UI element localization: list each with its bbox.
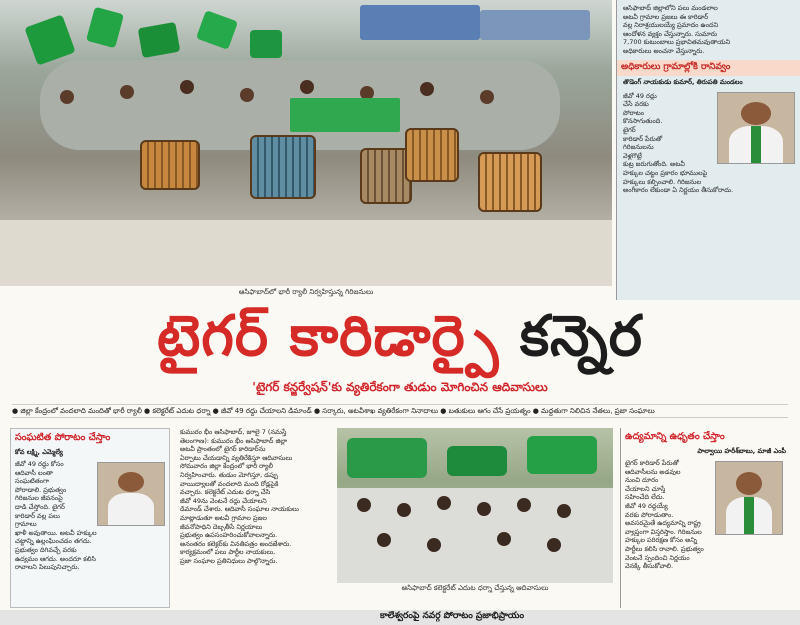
right-body-line: నుంచి దూరం [625,476,659,485]
left-body-line: ఖాళీ అవుతాయి. అటవీ హక్కుల [15,528,97,537]
left-portrait [97,462,165,526]
left-heading: సంఘటిత పోరాటం చేస్తాం [15,432,111,443]
sidebar-body-line: హక్కులు కల్పించాలి. గిరిజనుల [623,177,702,186]
sidebar-body-line: కారిడార్ పేరుతో [623,134,663,143]
main-article-line: అటవీ ప్రాంతంలో టైగర్ కారిడార్‌ను [180,445,266,454]
headline-part1: టైగర్ కారిడార్ [157,303,500,369]
quote-box-left [10,428,170,608]
sidebar-intro-line: 7,700 కుటుంబాలు ప్రభావితమవుతాయని [623,38,731,47]
left-body-line: గ్రామాలు [15,520,37,529]
sidebar-byline: తొడెంగ్ నాయకుడు కుమార్, తిరుపతి మండలం [623,77,743,86]
main-article-line: సోమవారం జిల్లా కేంద్రంలో భారీ ర్యాలీ [180,462,273,471]
sidebar-body-line: కుట్ర జరుగుతోంది. అటవీ [623,160,685,169]
sidebar-article [616,0,800,300]
rally-photo [0,0,612,286]
main-article-line: ఏర్పాటు చేయడాన్ని వ్యతిరేకిస్తూ ఆదివాసులు [180,453,293,462]
main-article-line: కార్యక్రమంలో పలు పార్టీల నాయకులు, [180,548,276,557]
sidebar-intro-line: అటవీ గ్రామాల ప్రజలు ఈ కారిడార్ [623,12,709,21]
main-article-line: జీవనోపాధిని దెబ్బతీసే నిర్ణయాలు [180,522,263,531]
sidebar-body-line: హక్కుల చట్టం ప్రకారం భూములపై [623,168,708,177]
main-article-line: అనంతరం కలెక్టర్‌కు వినతిపత్రం అందజేశారు. [180,539,292,548]
main-article-line: నిర్వహించారు. తుడుం మోగిస్తూ, డప్పు [180,470,278,479]
main-article-line: తెలంగాణ): కుమురం భీం ఆసిఫాబాద్ జిల్లా [180,436,288,445]
sidebar-body-line: గిరిజనులను [623,143,654,152]
left-body-line: ఆదివాసీ లంతా [15,468,54,477]
dharna-photo-caption: ఆసిఫాబాద్ కలెక్టరేట్ ఎదుట ధర్నా చేస్తున్న ఆదివాసులు [401,584,549,592]
sidebar-body-line: జీవో 49 రద్దు [623,91,657,100]
sidebar-body-line: అంగీకారం లేకుండా ఏ నిర్ణయం తీసుకోరాదు. [623,186,734,195]
sidebar-body-line: పోరాటం [623,108,645,117]
headline-part2: పై కన్నెర [499,303,643,369]
main-headline [0,300,800,372]
right-portrait [715,461,783,535]
left-body-line: కారిడార్ వల్ల పలు [15,511,60,520]
sidebar-body-line: టైగర్ [623,125,636,134]
left-body-line: రావాలని పిలుపునిచ్చారు. [15,563,80,572]
left-body-line: సంఘటితంగా [15,477,50,486]
right-body-line: అవసరమైతే ఉద్యమాన్ని రాష్ట్ర [625,519,701,528]
right-body-line: టైగర్ కారిడార్ పేరుతో [625,459,679,467]
main-article-body [180,428,330,608]
sidebar-intro-line: వల్ల నిరాశ్రయులయ్యే ప్రమాదం ఉందని [623,21,719,30]
sidebar-intro-line: అధికారులు అంచనా వేస్తున్నారు. [623,46,705,55]
main-article-line: కుమురం భీం ఆసిఫాబాద్, జూలై 7 (నమస్తే [180,428,287,436]
right-body-line: సహించేది లేదు. [625,493,665,502]
sidebar-subheading: అధికారులు గ్రామాల్లోకి రానివ్వం [617,60,800,76]
right-body-line: ఆదివాసీలను అడవుల [625,467,681,476]
sidebar-body-line: చేసే వరకు [623,100,649,109]
subheadline: 'టైగర్ కన్జర్వేషన్'కు వ్యతిరేకంగా తుడుం మోగించిన ఆదివాసులు [252,380,548,394]
right-body-line: జీవో 49 రద్దయ్యే [625,501,668,510]
right-body-line: హక్కుల పరిరక్షణ కోసం అన్ని [625,536,698,545]
right-body-line: వరకు పోరాడుతాం. [625,510,674,519]
main-article-line: ప్రభుత్వం ఉపసంహరించుకోవాలన్నారు. [180,531,278,540]
main-article-line: వాయిద్యాలతో వందలాది మంది రోడ్లపైకి [180,479,279,488]
main-article-line: డిమాండ్ చేశారు. ఆదివాసీ సంఘాల నాయకులు [180,505,299,514]
left-body-line: జీవో 49 రద్దు కోసం [15,460,64,468]
main-article-line: ప్రజా సంఘాల ప్రతినిధులు పాల్గొన్నారు. [180,556,278,565]
bottom-headline: కాలేశ్వరంపై నవర్గ పోరాటం ప్రజాభిప్రాయం [380,611,525,621]
highlights-strip: ● జిల్లా కేంద్రంలో వందలాది మందితో భారీ ర్యాలీ ● కలెక్టరేట్ ఎదుట ధర్నా ● జీవో 49 రద్దు చేయాలని డిమాండ్ ● సర్కారు, అటవీశాఖ వ్యతిరేకంగా నినాదాలు ● బతుకులు ఆగం చేసే ప్రయత్నం ● మద్దతుగా నిలిచిన నేతలు, ప్రజా సంఘాలు [12,404,788,418]
left-body-line: చట్టాన్ని ఉల్లంఘించడం తగదు. [15,537,92,546]
sidebar-intro [617,0,800,60]
sidebar-intro-line: ఆసిఫాబాద్ జిల్లాలోని పలు మండలాల [623,4,718,12]
left-body-line: పోరాడాలి. ప్రభుత్వం [15,485,67,494]
sidebar-body-line: వెళ్లగొట్టే [623,151,642,160]
main-article-line: మాట్లాడుతూ అటవీ గ్రామాల ప్రజల [180,513,267,522]
right-body-line: చేయాలని చూస్తే [625,484,666,493]
main-article-line: జీవో 49ను వెంటనే రద్దు చేయాలని [180,496,267,505]
rally-photo-caption: ఆసిఫాబాద్‌లో భారీ ర్యాలీ నిర్వహిస్తున్న గిరిజనులు [238,288,374,296]
right-byline: పాల్వాయి హరీశ్‌బాబు, మాజీ ఎంపీ [697,447,786,455]
sidebar-body-line: కొనసాగుతుంది. [623,117,663,126]
dharna-photo [337,428,613,583]
left-body-line: గిరిజనుల జీవనంపై [15,494,63,503]
main-article-line: వచ్చారు. కలెక్టరేట్ ఎదుట ధర్నా చేసి [180,488,271,497]
left-byline: కోవ లక్ష్మి, ఎమ్మెల్యే [15,448,63,456]
right-body-line: వ్యాప్తంగా విస్తరిస్తాం. గిరిజనుల [625,527,702,536]
left-body-line: ప్రభుత్వం దిగివచ్చే వరకు [15,545,77,554]
left-body-line: దాడి చేస్తోంది. టైగర్ [15,502,65,511]
right-heading: ఉద్యమాన్ని ఉధృతం చేస్తాం [625,431,725,442]
left-body-line: ఉద్యమం ఆగదు. అందరూ కలిసి [15,554,96,563]
right-body-line: వెంటనే స్పందించి నిర్ణయం [625,553,690,562]
right-body-line: వెనక్కి తీసుకోవాలి. [625,562,674,571]
sidebar-intro-line: ఆందోళన వ్యక్తం చేస్తున్నారు. సుమారు [623,29,717,38]
right-body-line: పార్టీలు కలిసి రావాలి. ప్రభుత్వం [625,544,704,553]
quote-box-right [620,428,790,608]
sidebar-portrait [717,92,795,164]
